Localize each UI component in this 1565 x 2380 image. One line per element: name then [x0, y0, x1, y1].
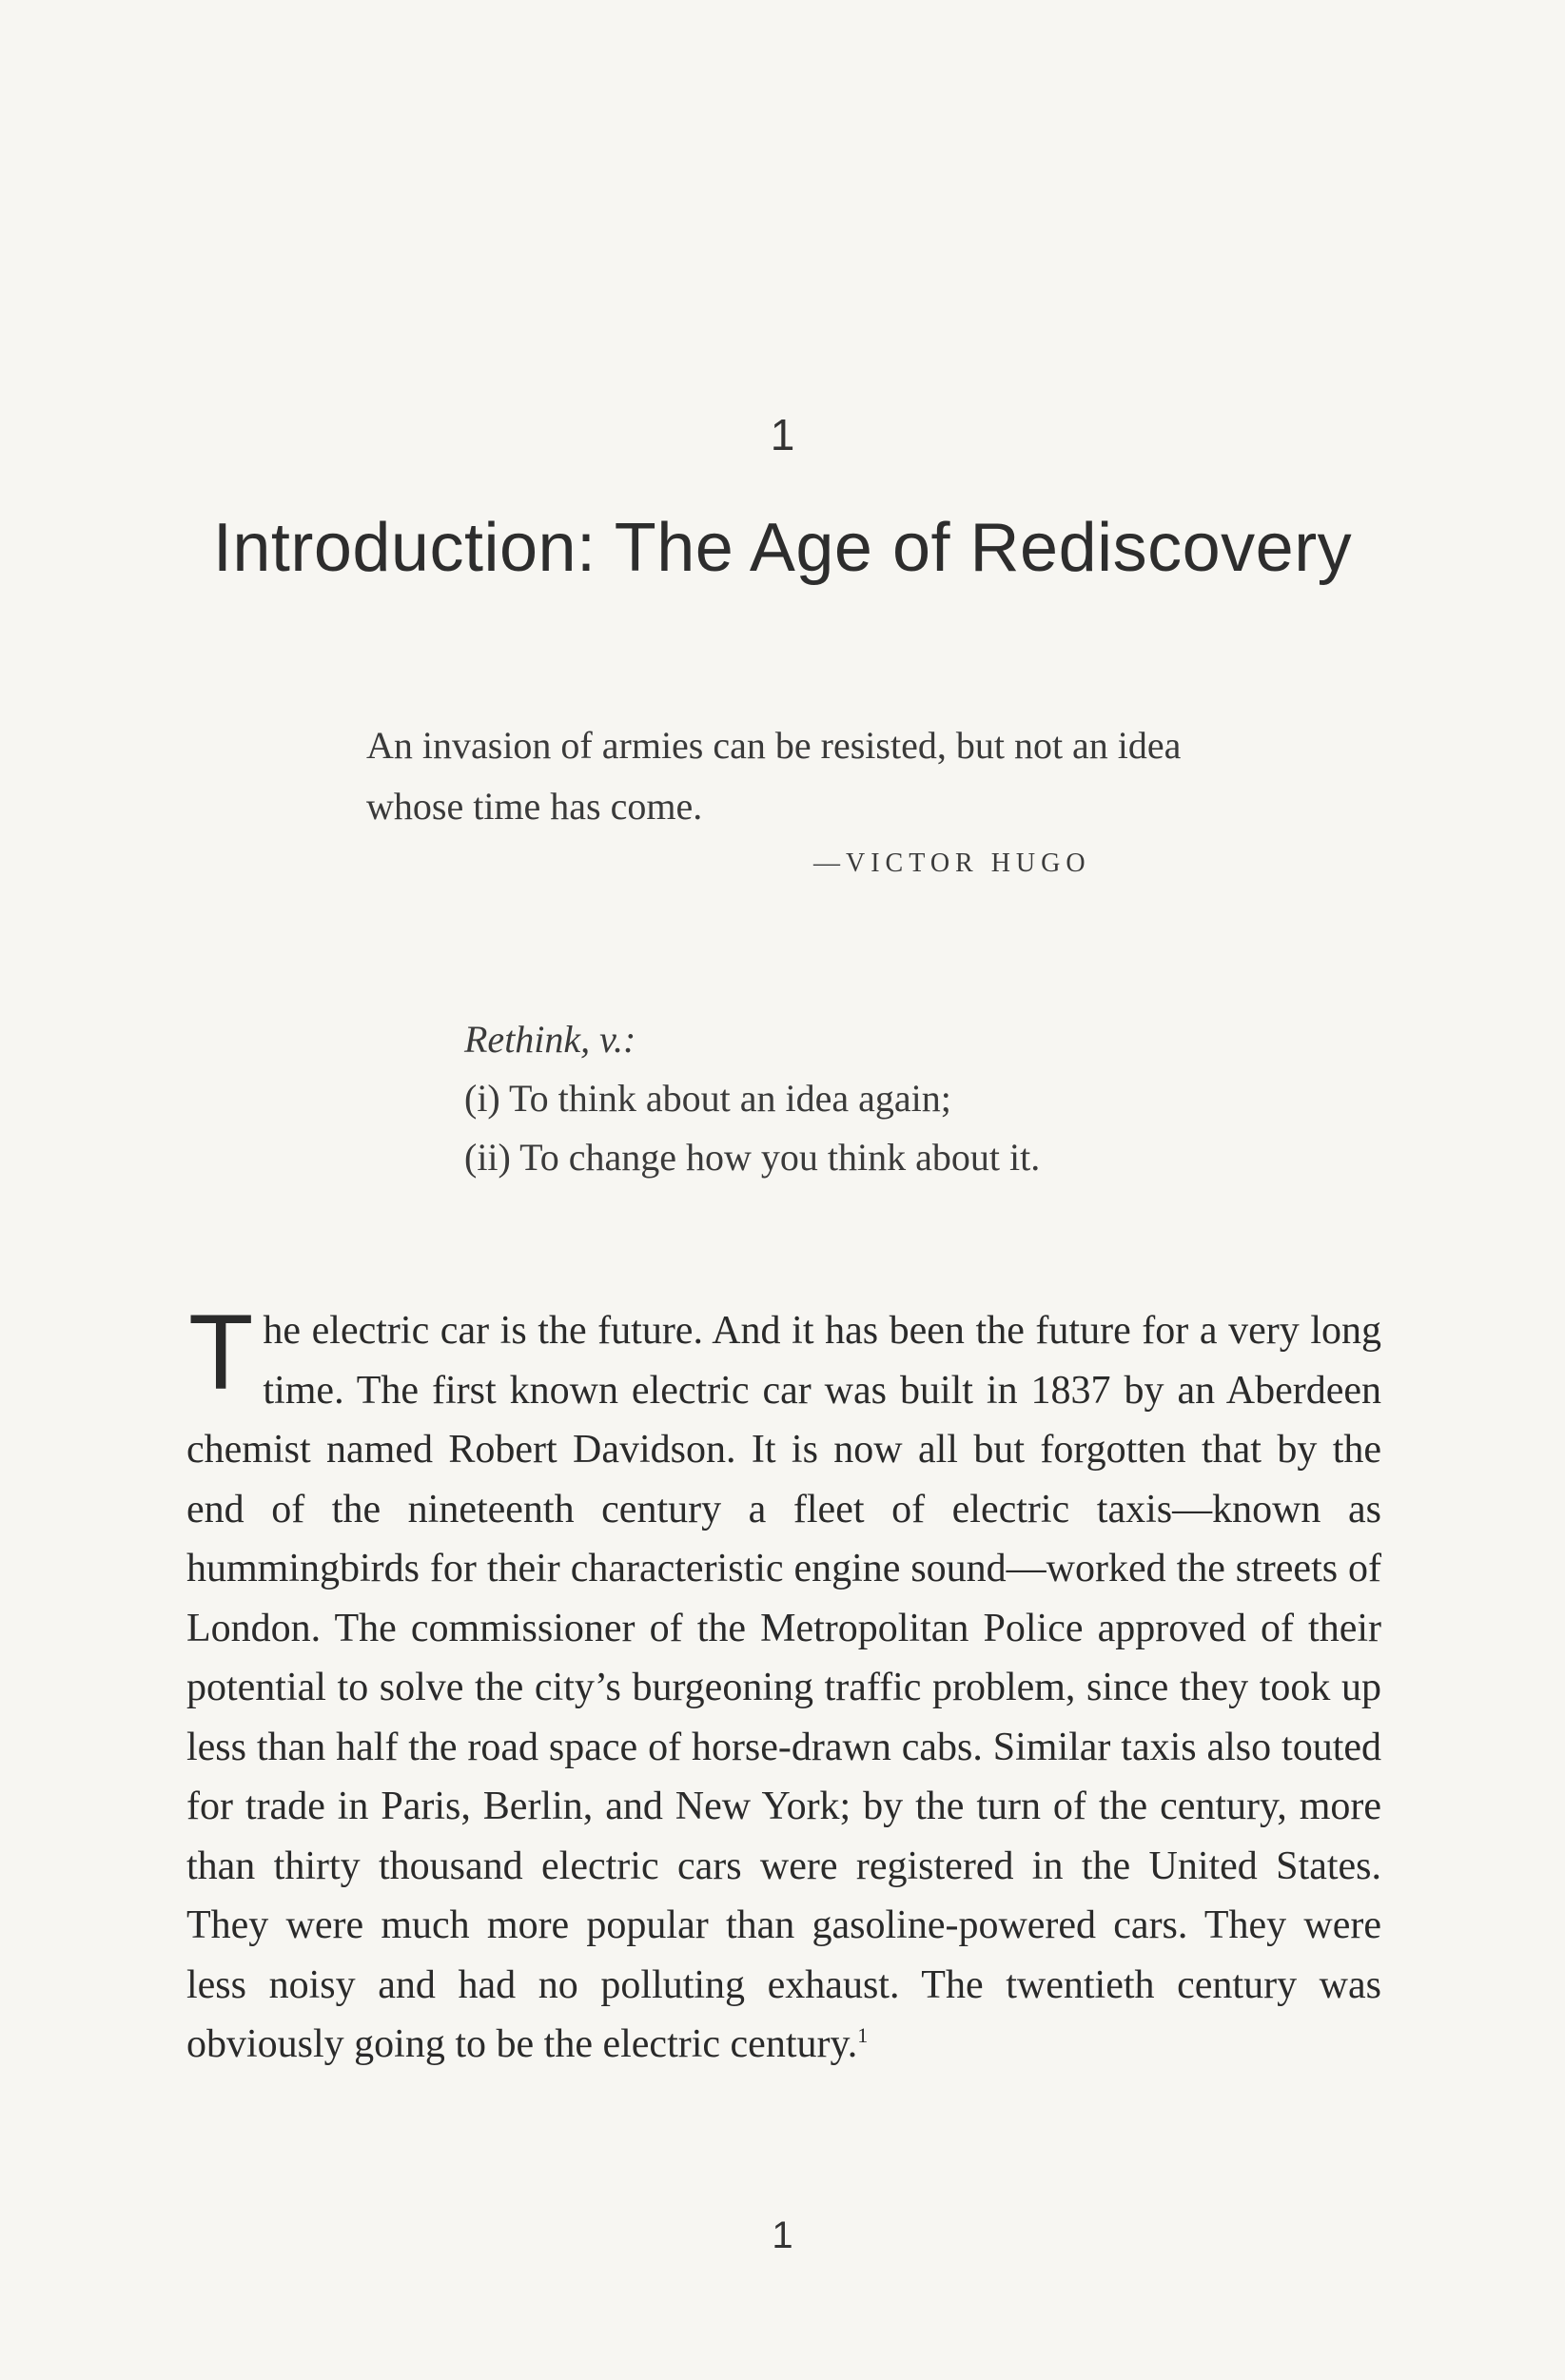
definition-line-2: (ii) To change how you think about it.	[464, 1136, 1041, 1179]
drop-cap: T	[188, 1293, 254, 1412]
definition-block	[464, 1010, 1320, 1187]
epigraph-attribution: —VICTOR HUGO	[813, 849, 1091, 878]
epigraph-quote: An invasion of armies can be resisted, but not an idea whose time has come.	[366, 724, 1182, 828]
body-paragraph	[186, 1293, 1381, 2075]
definition-term: Rethink, v.:	[464, 1018, 636, 1061]
chapter-number: 1	[770, 410, 795, 459]
footnote-marker[interactable]: 1	[857, 2023, 869, 2047]
body-text: he electric car is the future. And it has been the future for a very long time. The first known electric car was built in 1837 by an Aberdeen chemist named Robert Davidson. It is now all but forgotten that by the end of the nineteenth century a fleet of electric taxis—known as hummingbirds for their characteristic engine sound—worked the streets of London. The commissioner of the Metropolitan Police approved of their potential to solve the city’s burgeoning traffic problem, since they took up less than half the road space of horse-drawn cabs. Similar taxis also touted for trade in Paris, Berlin, and New York; by the turn of the century, more than thirty thousand electric cars were registered in the United States. They were much more popular than gasoline-powered cars. They were less noisy and had no polluting exhaust. The twentieth century was obviously going to be the electric century.	[186, 1309, 1381, 2066]
definition-line-1: (i) To think about an idea again;	[464, 1077, 951, 1120]
chapter-title: Introduction: The Age of Rediscovery	[212, 510, 1353, 586]
page-number: 1	[772, 2214, 793, 2256]
